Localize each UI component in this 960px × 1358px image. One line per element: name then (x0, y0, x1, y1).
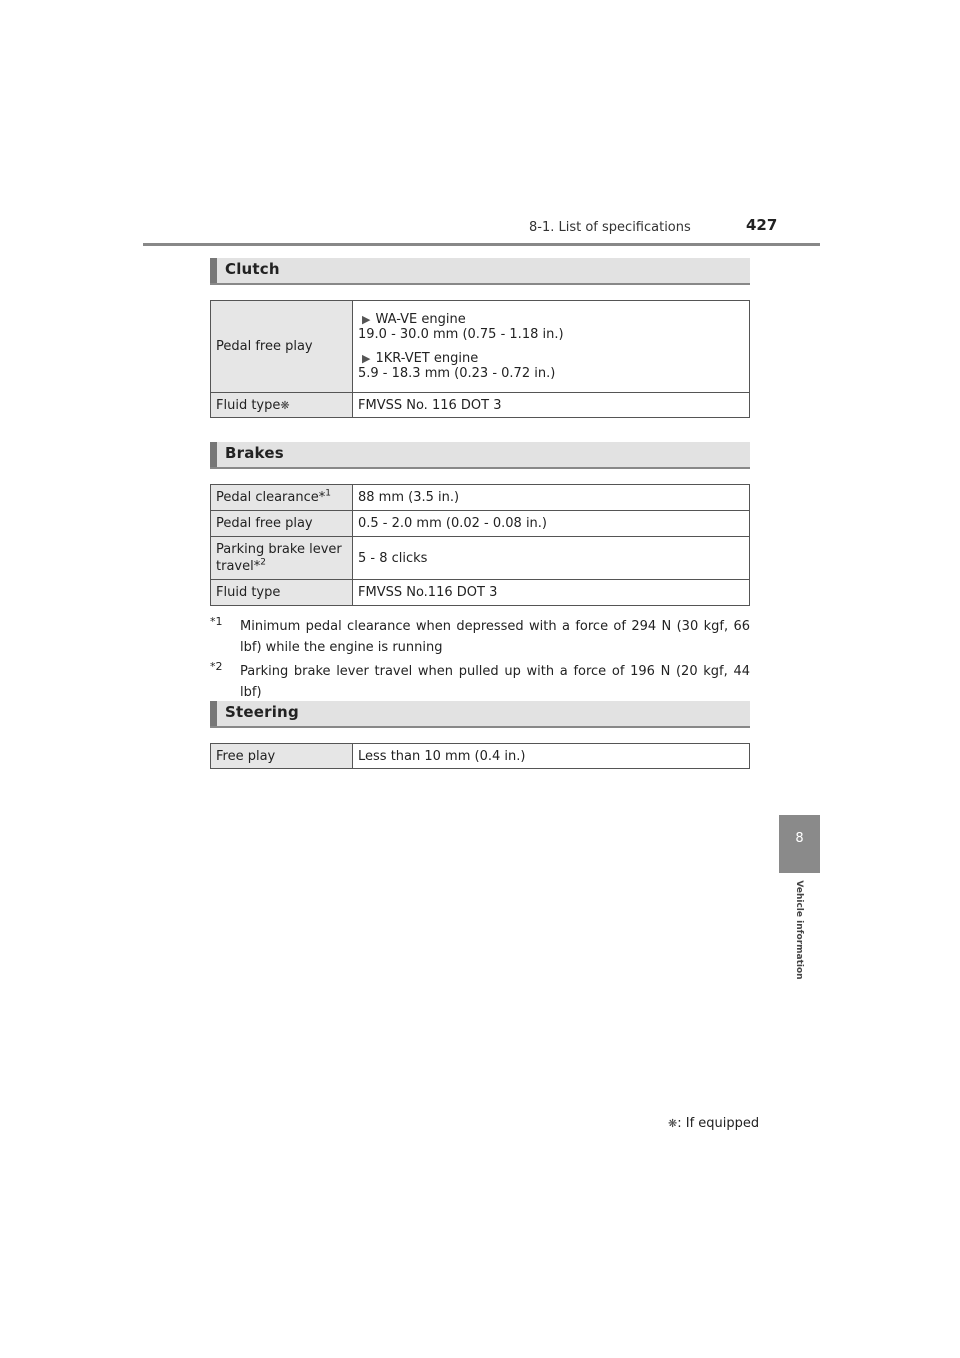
brake-fluid-type-label: Fluid type (211, 580, 353, 606)
clutch-spec-table (210, 300, 750, 418)
steering-title: Steering (225, 703, 299, 721)
table-row (211, 393, 750, 418)
clutch-heading (210, 258, 750, 285)
parking-brake-travel-label-text: Parking brake lever travel* (216, 542, 342, 574)
free-play-value: Less than 10 mm (0.4 in.) (353, 744, 750, 769)
table-row (211, 537, 750, 580)
table-row (211, 511, 750, 537)
footnote-1 (210, 616, 750, 658)
footnote-text: Minimum pedal clearance when depressed with a force of 294 N (30 kgf, 66 lbf) while the engine is running (240, 619, 750, 655)
chapter-tab[interactable] (779, 815, 820, 873)
triangle-right-icon: ▶ (362, 352, 371, 365)
engine-wa-ve (358, 312, 744, 327)
triangle-right-icon: ▶ (362, 313, 371, 326)
footnote-ref: 1 (325, 488, 331, 499)
table-row (211, 301, 750, 393)
if-equipped-star-icon: ❋ (668, 1117, 678, 1130)
chapter-number: 8 (795, 831, 804, 846)
footnote-text: Parking brake lever travel when pulled up with a force of 196 N (20 kgf, 44 lbf) (240, 664, 750, 700)
heading-accent-bar (210, 442, 217, 467)
footnote-mark: *2 (210, 660, 223, 673)
engine-value: 19.0 - 30.0 mm (0.75 - 1.18 in.) (358, 327, 564, 342)
table-row (211, 744, 750, 769)
brakes-spec-table (210, 484, 750, 606)
engine-1kr-vet (358, 351, 744, 366)
parking-brake-travel-value: 5 - 8 clicks (353, 537, 750, 580)
if-equipped-star-icon: ❋ (280, 398, 290, 412)
table-row (211, 580, 750, 606)
brake-fluid-type-value: FMVSS No.116 DOT 3 (353, 580, 750, 606)
footnote-ref: 2 (260, 557, 266, 568)
pedal-clearance-label-text: Pedal clearance* (216, 490, 326, 505)
pedal-clearance-value: 88 mm (3.5 in.) (353, 485, 750, 511)
free-play-label: Free play (211, 744, 353, 769)
parking-brake-travel-label (211, 537, 353, 580)
engine-value: 5.9 - 18.3 mm (0.23 - 0.72 in.) (358, 366, 556, 381)
heading-accent-bar (210, 701, 217, 726)
brake-pedal-free-play-value: 0.5 - 2.0 mm (0.02 - 0.08 in.) (353, 511, 750, 537)
if-equipped-text: : If equipped (677, 1116, 760, 1131)
fluid-type-label (211, 393, 353, 418)
fluid-type-value: FMVSS No. 116 DOT 3 (353, 393, 750, 418)
table-row (211, 485, 750, 511)
pedal-clearance-label (211, 485, 353, 511)
steering-heading (210, 701, 750, 728)
engine-name: WA-VE engine (375, 312, 466, 327)
if-equipped-note (668, 1116, 759, 1131)
pedal-free-play-label: Pedal free play (211, 301, 353, 393)
chapter-label: Vehicle information (794, 880, 804, 980)
brakes-title: Brakes (225, 444, 284, 462)
header-divider (143, 243, 820, 246)
footnote-mark: *1 (210, 615, 223, 628)
footnote-2 (210, 661, 750, 703)
steering-spec-table (210, 743, 750, 769)
page-number: 427 (746, 216, 778, 234)
heading-accent-bar (210, 258, 217, 283)
engine-name: 1KR-VET engine (375, 351, 479, 366)
clutch-title: Clutch (225, 260, 280, 278)
brake-pedal-free-play-label: Pedal free play (211, 511, 353, 537)
brakes-heading (210, 442, 750, 469)
fluid-type-label-text: Fluid type (216, 397, 281, 413)
header-section-title: 8-1. List of specifications (529, 220, 691, 235)
pedal-free-play-values (353, 301, 750, 393)
